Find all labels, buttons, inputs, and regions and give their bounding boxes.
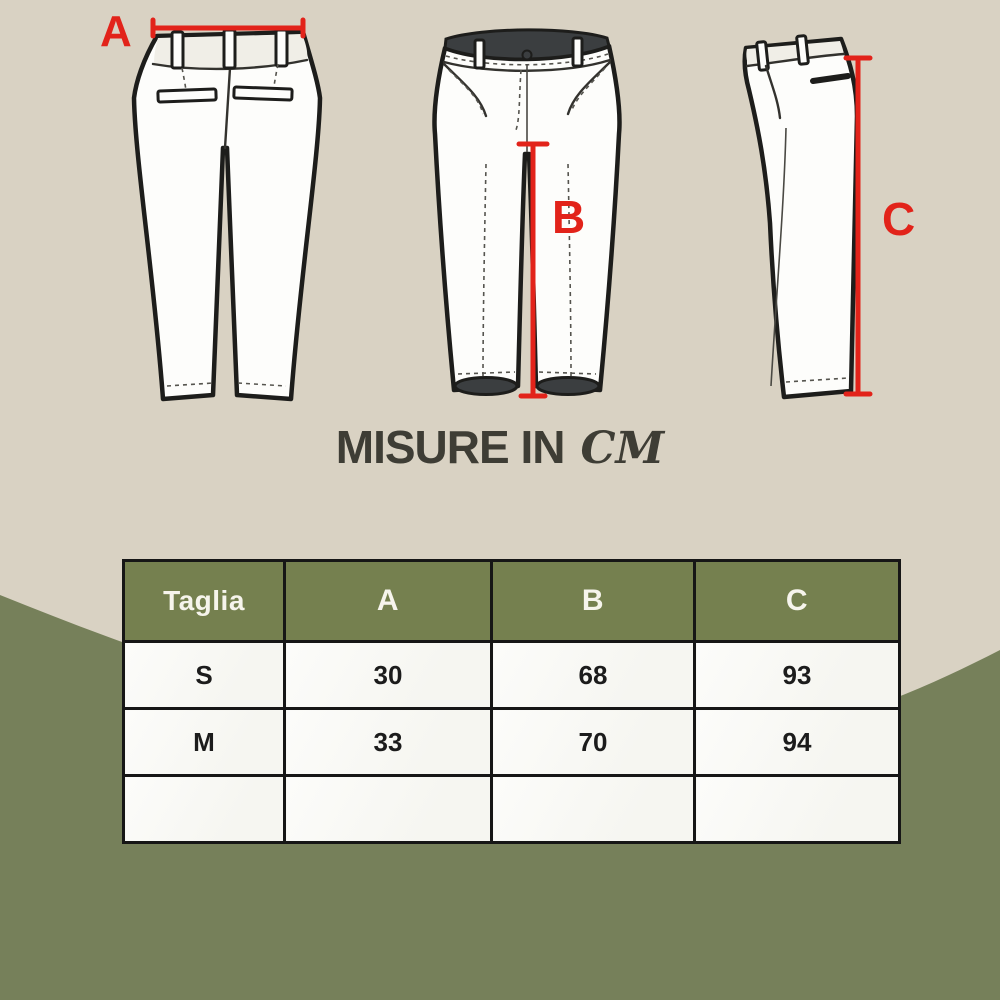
size-table — [122, 559, 901, 844]
table-cell-m-b: 70 — [492, 709, 695, 776]
table-cell-empty-b — [492, 776, 695, 843]
table-header-a: A — [285, 561, 492, 642]
table-cell-empty-a — [285, 776, 492, 843]
table-row-empty — [124, 776, 900, 843]
table-header-b: B — [492, 561, 695, 642]
measurement-label-a: A — [100, 7, 132, 56]
pants-front-view-drawing — [428, 22, 626, 407]
table-cell-size-m: M — [124, 709, 285, 776]
title-text: MISURE IN — [335, 421, 565, 473]
table-cell-s-b: 68 — [492, 642, 695, 709]
table-header-row — [124, 561, 900, 642]
title-unit: CM — [580, 423, 665, 474]
table-cell-m-c: 94 — [695, 709, 900, 776]
pants-back-view-drawing — [120, 22, 330, 407]
table-cell-s-a: 30 — [285, 642, 492, 709]
table-cell-s-c: 93 — [695, 642, 900, 709]
table-header-c: C — [695, 561, 900, 642]
table-cell-size-s: S — [124, 642, 285, 709]
table-row-m — [124, 709, 900, 776]
table-cell-empty-c — [695, 776, 900, 843]
table-header-taglia: Taglia — [124, 561, 285, 642]
pants-side-view-drawing — [720, 28, 870, 403]
measurement-label-c: C — [882, 193, 916, 245]
measurement-label-b: B — [552, 191, 586, 243]
table-cell-empty-size — [124, 776, 285, 843]
table-cell-m-a: 33 — [285, 709, 492, 776]
table-row-s — [124, 642, 900, 709]
page-title — [0, 420, 1000, 474]
